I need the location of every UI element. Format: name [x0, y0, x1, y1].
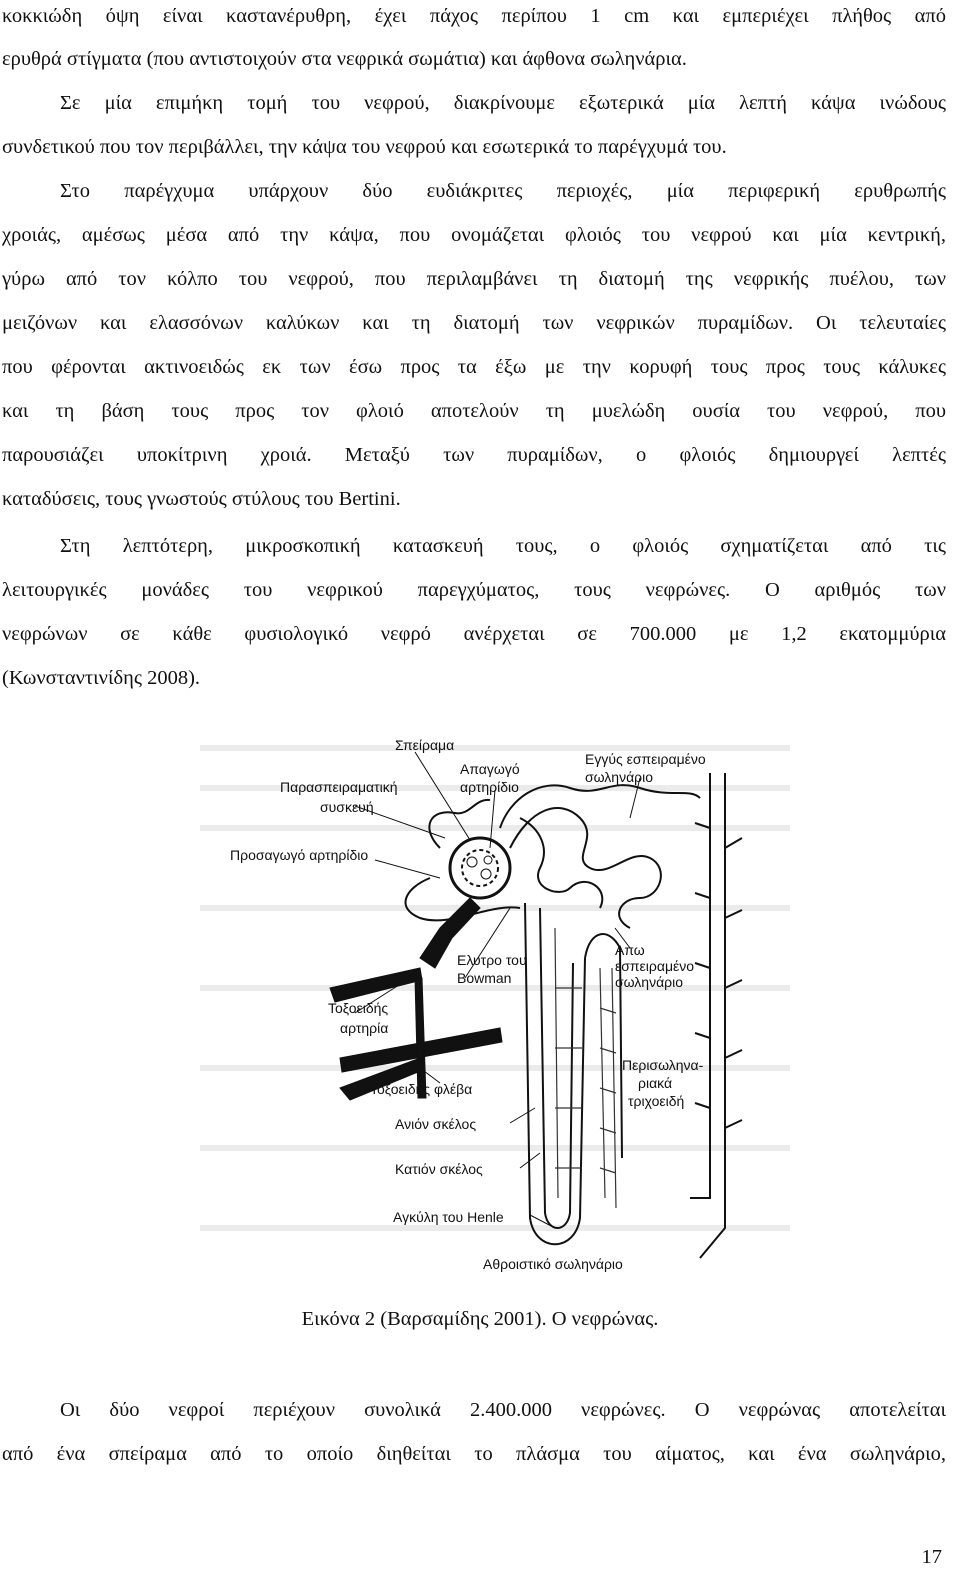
text-line: χροιάς, αμέσως μέσα από την κάψα, που ονομάζεται φλοιός του νεφρού και μία κεντρική, [2, 224, 946, 246]
label-distal-tubule: εσπειραμένο [615, 958, 695, 974]
label-descending-limb: Κατιόν σκέλος [395, 1161, 483, 1177]
text-line: Στο παρέγχυμα υπάρχουν δύο ευδιάκριτες περιοχές, μία περιφερική ερυθρωπής [60, 180, 946, 202]
label-glomerulus: Σπείραμα [395, 737, 455, 753]
text-line: ερυθρά στίγματα (που αντιστοιχούν στα νεφρικά σωμάτια) και άφθονα σωληνάρια. [2, 48, 687, 70]
page-number: 17 [921, 1546, 942, 1568]
label-loop-of-henle: Αγκύλη του Henle [393, 1209, 504, 1225]
text-line: γύρω από τον κόλπο του νεφρού, που περιλαμβάνει τη διατομή της νεφρικής πυέλου, των [2, 268, 946, 290]
label-proximal-tubule: σωληνάριο [585, 769, 654, 785]
text-line: (Κωνσταντινίδης 2008). [2, 667, 201, 689]
label-efferent-arteriole: Απαγωγό [460, 761, 520, 777]
label-arcuate-artery: Τοξοειδής [328, 1000, 389, 1016]
figure-caption: Εικόνα 2 (Βαρσαμίδης 2001). Ο νεφρώνας. [301, 1308, 659, 1330]
text-line: από ένα σπείραμα από το οποίο διηθείται το πλάσμα του αίματος, και ένα σωληνάριο, [2, 1443, 946, 1465]
nephron-figure [190, 728, 810, 1288]
text-line: καταδύσεις, τους γνωστούς στύλους του Bertini. [2, 488, 401, 510]
label-distal-tubule: σωληνάριο [615, 974, 684, 990]
text-line: Οι δύο νεφροί περιέχουν συνολικά 2.400.000 νεφρώνες. Ο νεφρώνας αποτελείται [60, 1399, 946, 1421]
label-efferent-arteriole: αρτηρίδιο [460, 779, 519, 795]
label-peritubular-capillaries: Περισωληνα- [622, 1057, 704, 1073]
label-distal-tubule: Απω [615, 942, 645, 958]
text-line: συνδετικού που τον περιβάλλει, την κάψα του νεφρού και εσωτερικά το παρέγχυμά του. [2, 136, 727, 158]
text-line: παρουσιάζει υποκίτρινη χροιά. Μεταξύ των πυραμίδων, ο φλοιός δημιουργεί λεπτές [2, 444, 946, 466]
text-line: μειζόνων και ελασσόνων καλύκων και τη διατομή των νεφρικών πυραμίδων. Οι τελευταίες [2, 312, 946, 334]
text-line: κοκκιώδη όψη είναι καστανέρυθρη, έχει πάχος περίπου 1 cm και εμπεριέχει πλήθος από [2, 5, 946, 27]
label-peritubular-capillaries: τριχοειδή [628, 1093, 685, 1109]
glomerulus [450, 838, 510, 898]
figure-background [190, 728, 810, 1288]
label-ascending-limb: Ανιόν σκέλος [395, 1116, 477, 1132]
text-line: Στη λεπτότερη, μικροσκοπική κατασκευή τους, ο φλοιός σχηματίζεται από τις [60, 535, 946, 557]
label-collecting-duct: Αθροιστικό σωληνάριο [483, 1256, 623, 1272]
label-juxtaglomerular: Παρασπειραματική [280, 779, 398, 795]
label-arcuate-vein: Τοξοειδής φλέβα [370, 1081, 473, 1097]
text-line: και τη βάση τους προς τον φλοιό αποτελούν τη μυελώδη ουσία του νεφρού, που [2, 400, 946, 422]
text-line: που φέρονται ακτινοειδώς εκ των έσω προς τα έξω με την κορυφή τους προς τους κάλυκες [2, 356, 946, 378]
label-arcuate-artery: αρτηρία [340, 1020, 389, 1036]
text-line: νεφρώνων σε κάθε φυσιολογικό νεφρό ανέρχεται σε 700.000 με 1,2 εκατομμύρια [2, 623, 946, 645]
label-afferent-arteriole: Προσαγωγό αρτηρίδιο [230, 847, 369, 863]
label-peritubular-capillaries: ριακά [638, 1075, 673, 1091]
label-proximal-tubule: Εγγύς εσπειραμένο [585, 751, 706, 767]
label-juxtaglomerular: συσκευή [320, 799, 374, 815]
label-bowman-capsule: Bowman [457, 970, 512, 986]
nephron-diagram [190, 728, 810, 1288]
text-line: λειτουργικές μονάδες του νεφρικού παρεγχύματος, τους νεφρώνες. Ο αριθμός των [2, 579, 946, 601]
label-bowman-capsule: Ελυτρο του [457, 952, 527, 968]
text-line: Σε μία επιμήκη τομή του νεφρού, διακρίνουμε εξωτερικά μία λεπτή κάψα ινώδους [60, 92, 946, 114]
